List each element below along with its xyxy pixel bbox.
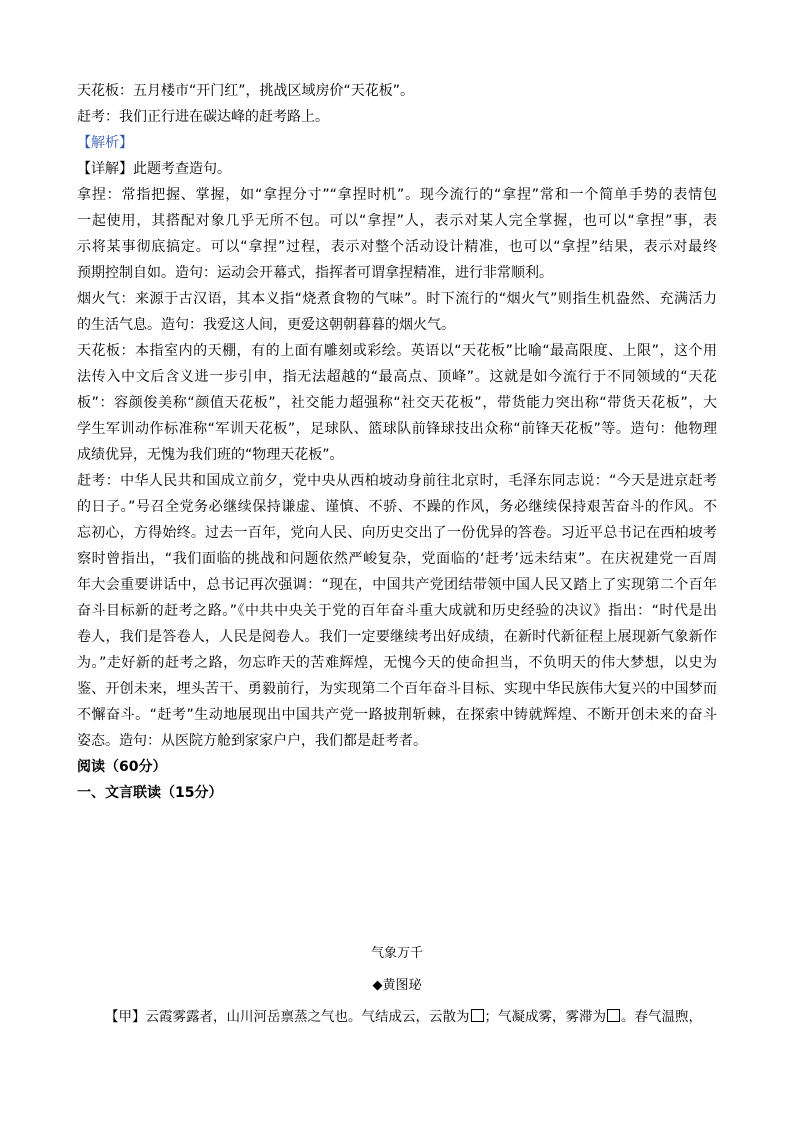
paragraph-line: 天花板：本指室内的天棚，有的上面有雕刻或彩绘。英语以“天花板”比喻“最高限度、上限”，这个用 — [77, 343, 717, 359]
passage-text: 【甲】云霞雾露者，山川河岳禀蒸之气也。气结成云，云散为 — [105, 1009, 470, 1025]
paragraph-line: 不懈奋斗。“赶考”生动地展现出中国共产党一路披荆斩棘，在探索中铸就辉煌、不断开创未来的奋斗 — [77, 707, 717, 723]
paragraph-line: 示将某事彻底搞定。可以“拿捏”过程，表示对整个活动设计精准，也可以“拿捏”结果，表示对最终 — [77, 239, 717, 255]
paragraph-line: 的日子。”号召全党务必继续保持谦虚、谨慎、不骄、不躁的作风，务必继续保持艰苦奋斗的作风。不 — [77, 499, 717, 515]
yanhuoqi-paragraph — [77, 286, 717, 338]
paragraph-line: 一起使用，其搭配对象几乎无所不包。可以“拿捏”人，表示对某人完全掌握，也可以“拿捏”事，表 — [77, 213, 717, 229]
paragraph-line: 鉴、开创未来，埋头苦干、勇毅前行，为实现第二个百年奋斗目标、实现中华民族伟大复兴的中国梦而 — [77, 681, 717, 697]
passage-jia-line — [105, 1004, 733, 1030]
paragraph-line: 预期控制自如。造句：运动会开幕式，指挥者可谓拿捏精准，进行非常顺利。 — [77, 265, 553, 281]
nazhe-paragraph — [77, 182, 717, 286]
analysis-heading: 【解析】 — [77, 135, 133, 151]
paragraph-line: 板”：容颜俊美称“颜值天花板”，社交能力超强称“社交天花板”，带货能力突出称“带货天花板”，大 — [77, 395, 717, 411]
paragraph-line: 赶考：中华人民共和国成立前夕，党中央从西柏坡动身前往北京时，毛泽东同志说：“今天是进京赶考 — [77, 473, 717, 489]
paragraph-line: 拿捏：常指把握、掌握，如“拿捏分寸”“拿捏时机”。现今流行的“拿捏”常和一个简单手势的表情包 — [77, 187, 717, 203]
paragraph-line: 为。”走好新的赶考之路，勿忘昨天的苦难辉煌，无愧今天的使命担当，不负明天的伟大梦想，以史为 — [77, 655, 717, 671]
passage-title: 气象万千 — [370, 946, 423, 961]
paragraph-line: 忘初心，方得始终。过去一百年，党向人民、向历史交出了一份优异的答卷。习近平总书记在西柏坡考 — [77, 525, 717, 541]
paragraph-line: 察时曾指出，“我们面临的挑战和问题依然严峻复杂，党面临的‘赶考’远未结束”。在庆祝建党一百周 — [77, 551, 717, 567]
tianhuaban-paragraph — [77, 338, 717, 468]
paragraph-line: 卷人，我们是答卷人，人民是阅卷人。我们一定要继续考出好成绩，在新时代新征程上展现新气象新作 — [77, 629, 717, 645]
gankao-example: 赶考：我们正行进在碳达峰的赶考路上。 — [77, 109, 329, 125]
blank-box-icon — [471, 1009, 484, 1022]
paragraph-line: 姿态。造句：从医院方舱到家家户户，我们都是赶考者。 — [77, 733, 427, 749]
paragraph-line: 法传入中文后含义进一步引申，指无法超越的“最高点、顶峰”。这就是如今流行于不同领域的“天花 — [77, 369, 717, 385]
blank-box-icon — [607, 1009, 620, 1022]
passage-text: 。春气温煦， — [621, 1009, 702, 1025]
tianhuaban-example: 天花板：五月楼市“开门红”，挑战区域房价“天花板”。 — [77, 83, 415, 99]
gankao-paragraph — [77, 468, 717, 754]
intro-lines — [77, 78, 717, 806]
detail-line: 【详解】此题考查造句。 — [77, 161, 231, 177]
paragraph-line: 学生军训动作标准称“军训天花板”，足球队、篮球队前锋球技出众称“前锋天花板”等。造句：他物理 — [77, 421, 717, 437]
paragraph-line: 烟火气：来源于古汉语，其本义指“烧煮食物的气味”。时下流行的“烟火气”则指生机盎然、充满活力 — [77, 291, 717, 307]
section-heading: 一、文言联读（15分） — [77, 785, 223, 801]
passage-author: ◆黄图珌 — [372, 978, 422, 993]
paragraph-line: 年大会重要讲话中，总书记再次强调：“现在，中国共产党团结带领中国人民又踏上了实现第二个百年 — [77, 577, 717, 593]
paragraph-line: 奋斗目标新的赶考之路。”《中共中央关于党的百年奋斗重大成就和历史经验的决议》指出：“时代是出 — [77, 603, 717, 619]
paragraph-line: 成绩优异，无愧为我们班的“物理天花板”。 — [77, 447, 344, 463]
passage-text: ；气凝成雾，雾滞为 — [484, 1009, 606, 1025]
reading-heading: 阅读（60分） — [77, 759, 167, 775]
paragraph-line: 的生活气息。造句：我爱这人间，更爱这朝朝暮暮的烟火气。 — [77, 317, 455, 333]
